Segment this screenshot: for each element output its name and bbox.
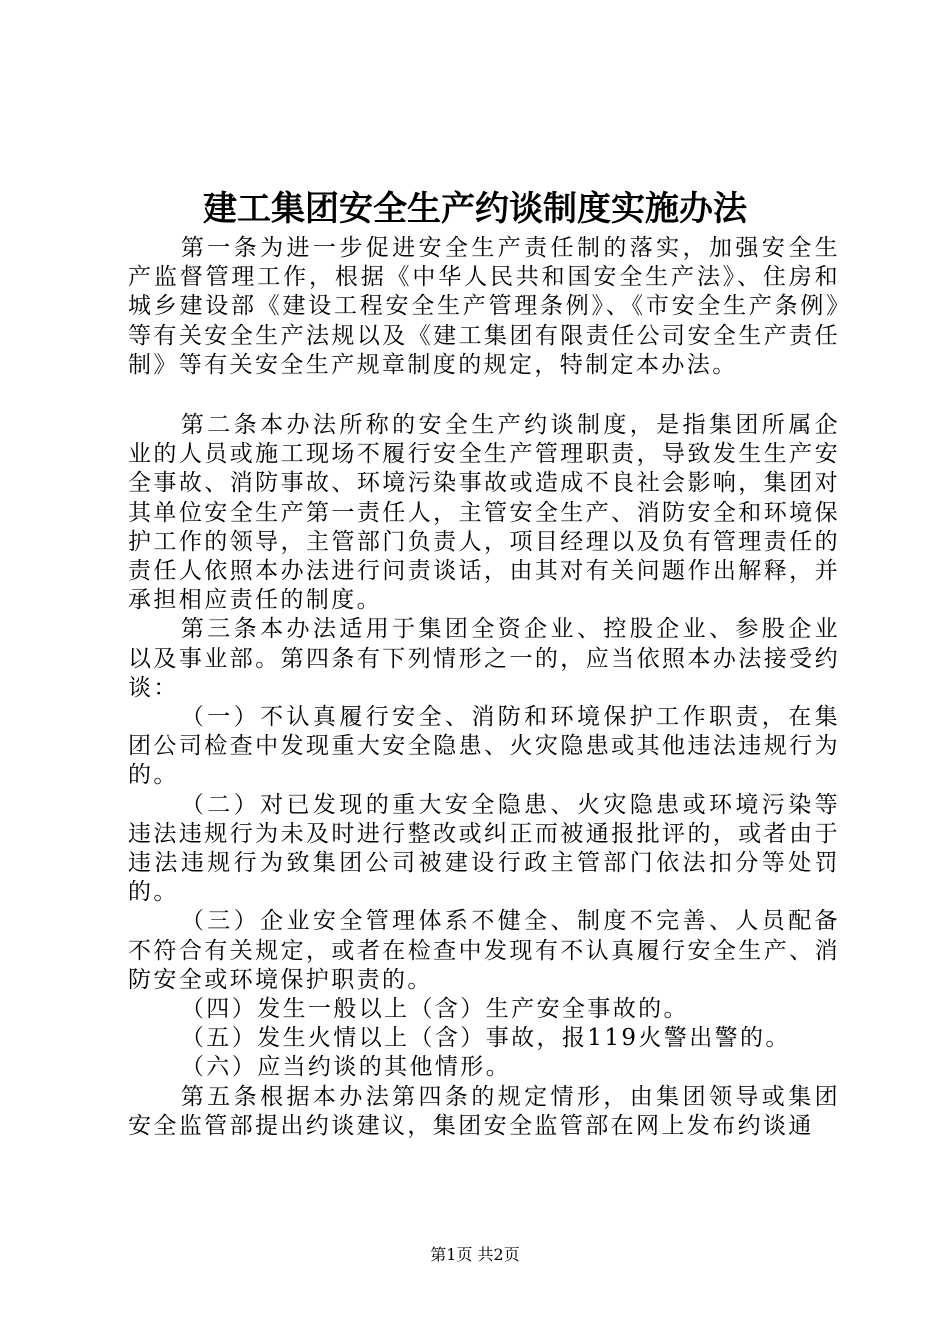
clause-3-paragraph: （三）企业安全管理体系不健全、制度不完善、人员配备不符合有关规定，或者在检查中发现有不认真履行安全生产、消防安全或环境保护职责的。 [128,908,840,993]
article-3-paragraph: 第三条本办法适用于集团全资企业、控股企业、参股企业以及事业部。第四条有下列情形之一的，应当依照本办法接受约谈： [128,616,840,701]
clause-4-paragraph: （四）发生一般以上（含）生产安全事故的。 [180,996,689,1023]
article-2-paragraph: 第二条本办法所称的安全生产约谈制度，是指集团所属企业的人员或施工现场不履行安全生产管理职责，导致发生生产安全事故、消防事故、环境污染事故或造成不良社会影响，集团对其单位安全生产第一责任人，主管安全生产、消防安全和环境保护工作的领导，主管部门负责人，项目经理以及负有管理责任的责任人依照本办法进行问责谈话，由其对有关问题作出解释，并承担相应责任的制度。 [128,412,840,614]
document-title: 建工集团安全生产约谈制度实施办法 [203,189,747,229]
clause-6-paragraph: （六）应当约谈的其他情形。 [180,1054,512,1081]
clause-1-paragraph: （一）不认真履行安全、消防和环境保护工作职责，在集团公司检查中发现重大安全隐患、火灾隐患或其他违法违规行为的。 [128,704,840,789]
article-1-paragraph: 第一条为进一步促进安全生产责任制的落实，加强安全生产监督管理工作，根据《中华人民共和国安全生产法》、住房和城乡建设部《建设工程安全生产管理条例》、《市安全生产条例》等有关安全生产法规以及《建工集团有限责任公司安全生产责任制》等有关安全生产规章制度的规定，特制定本办法。 [128,235,840,378]
document-body [128,234,840,1141]
article-5-paragraph: 第五条根据本办法第四条的规定情形，由集团领导或集团安全监管部提出约谈建议，集团安全监管部在网上发布约谈通 [128,1083,840,1139]
clause-5-paragraph: （五）发生火情以上（含）事故，报119火警出警的。 [180,1025,791,1052]
clause-2-paragraph: （二）对已发现的重大安全隐患、火灾隐患或环境污染等违法违规行为未及时进行整改或纠正而被通报批评的，或者由于违法违规行为致集团公司被建设行政主管部门依法扣分等处罚的。 [128,791,840,906]
page-footer: 第1页 共2页 [430,1245,520,1264]
